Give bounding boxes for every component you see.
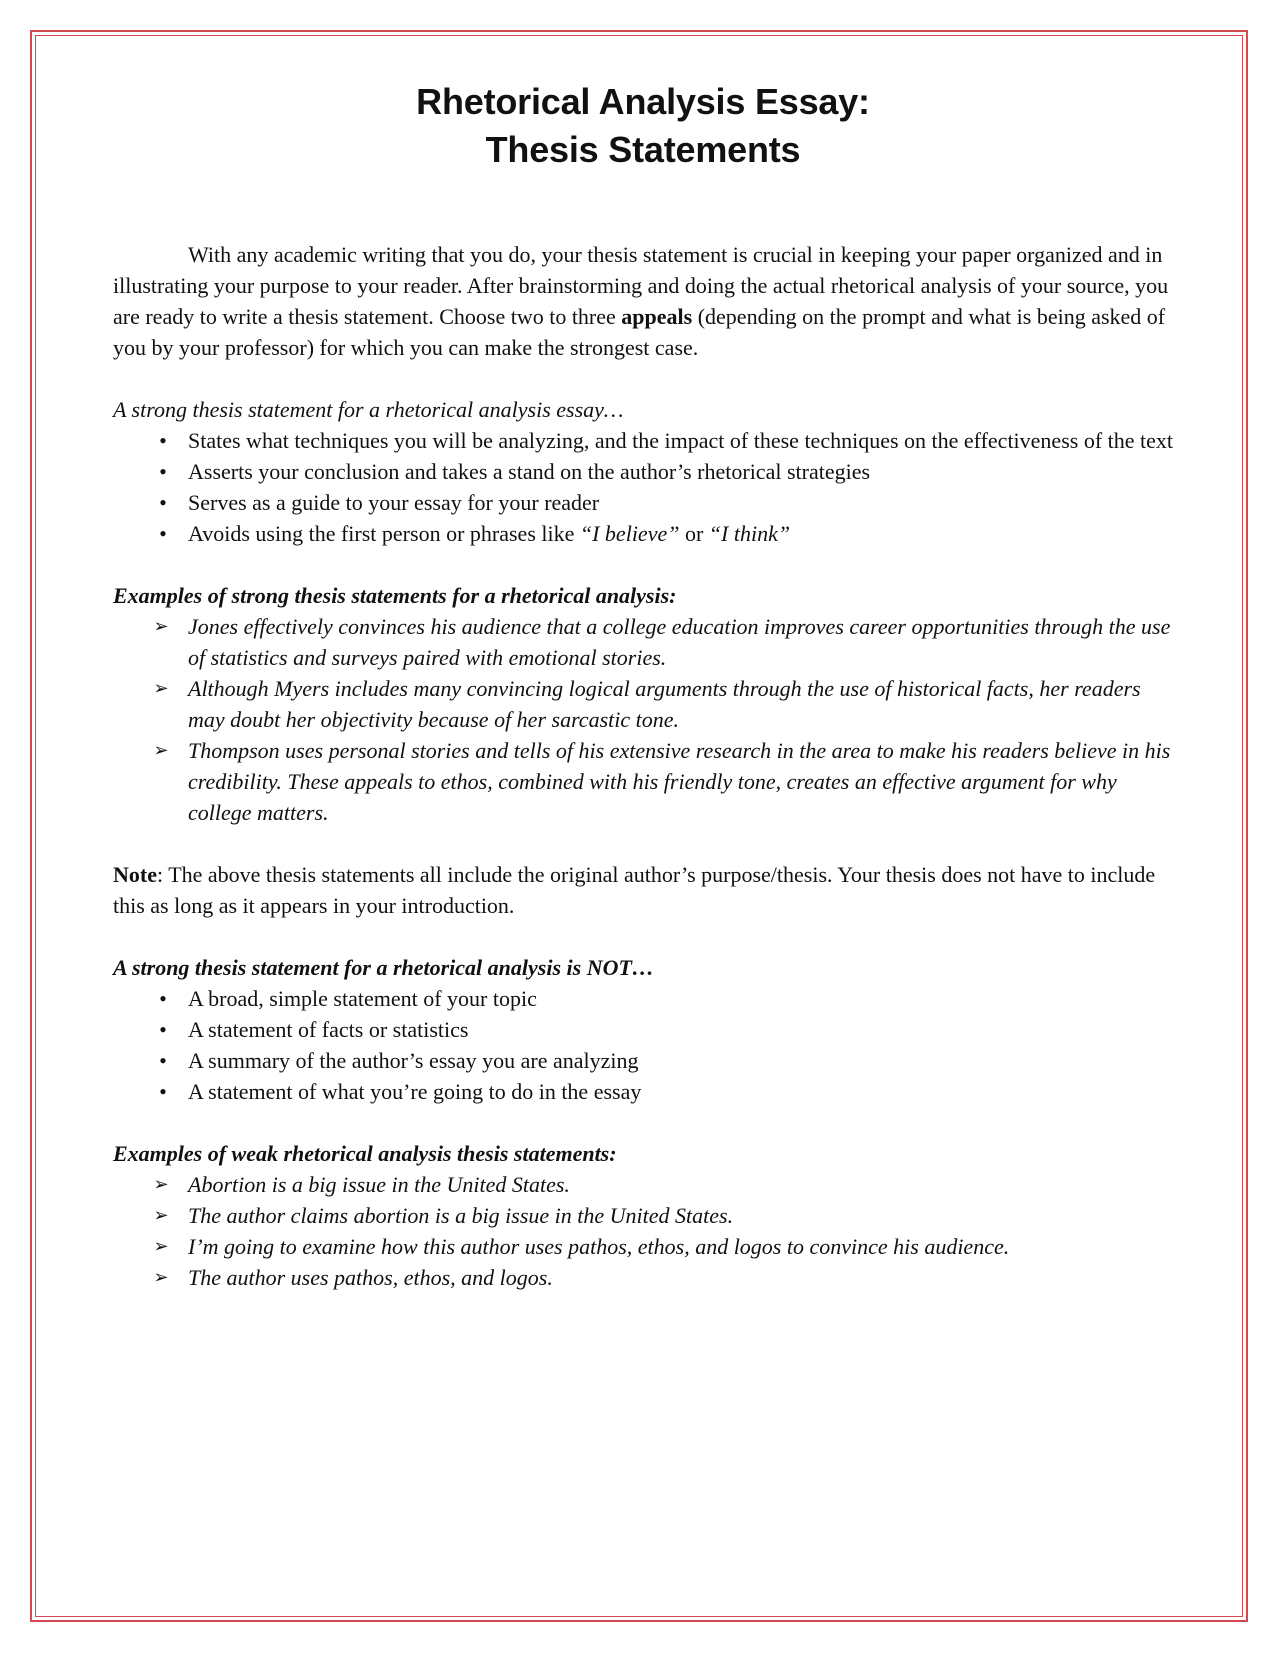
intro-bold-term: appeals — [621, 304, 693, 329]
not-strong-section — [113, 952, 1173, 1107]
list-item — [113, 1076, 1173, 1107]
page-title — [113, 78, 1173, 174]
list-item-text: Asserts your conclusion and takes a stand on the author’s rhetorical strategies — [188, 459, 871, 484]
list-item — [113, 1045, 1173, 1076]
intro-paragraph — [113, 239, 1173, 363]
note-paragraph — [113, 859, 1173, 921]
list-item-text: Thompson uses personal stories and tells of his extensive research in the area to make his readers believe in his credibility. These appeals to ethos, combined with his friendly tone, creates an effective argument for why college matters. — [188, 738, 1171, 825]
bullet-icon: • — [159, 1017, 167, 1042]
list-item — [113, 611, 1173, 673]
list-item — [113, 425, 1173, 456]
list-item-text: The author claims abortion is a big issue in the United States. — [188, 1203, 734, 1228]
list-item-text: A statement of what you’re going to do in the essay — [188, 1079, 642, 1104]
bullet-icon: • — [159, 521, 167, 546]
not-strong-list — [113, 983, 1173, 1107]
list-item-text: Abortion is a big issue in the United States. — [188, 1172, 570, 1197]
list-item-text: A broad, simple statement of your topic — [188, 986, 537, 1011]
bullet-icon: • — [159, 490, 167, 515]
weak-examples-section — [113, 1138, 1173, 1293]
strong-examples-list — [113, 611, 1173, 828]
arrow-bullet-icon: ➢ — [153, 1174, 169, 1194]
list-item-text: A statement of facts or statistics — [188, 1017, 469, 1042]
arrow-bullet-icon: ➢ — [153, 1236, 169, 1256]
arrow-bullet-icon: ➢ — [153, 678, 169, 698]
weak-examples-heading: Examples of weak rhetorical analysis thesis statements: — [113, 1141, 617, 1166]
list-item-text: Serves as a guide to your essay for your reader — [188, 490, 600, 515]
intro-text-before: With any academic writing that you do, your thesis statement is crucial in keeping your paper organized and in illustrating your purpose to your reader. After brainstorming and doing the actual rhetorical analysis of your source, you are ready to write a thesis statement. Choose two to three — [113, 242, 1169, 329]
strong-examples-section — [113, 580, 1173, 828]
strong-criteria-section — [113, 394, 1173, 549]
strong-criteria-list — [113, 425, 1173, 549]
list-item-connector: or — [679, 521, 709, 546]
list-item — [113, 1262, 1173, 1293]
strong-examples-heading: Examples of strong thesis statements for a rhetorical analysis: — [113, 583, 677, 608]
list-item — [113, 983, 1173, 1014]
title-line-2: Thesis Statements — [485, 129, 801, 170]
list-item — [113, 1014, 1173, 1045]
quoted-phrase-believe: “I believe” — [579, 521, 680, 546]
list-item — [113, 518, 1173, 549]
strong-criteria-heading: A strong thesis statement for a rhetorical analysis essay… — [113, 397, 624, 422]
arrow-bullet-icon: ➢ — [153, 616, 169, 636]
bullet-icon: • — [159, 986, 167, 1011]
bullet-icon: • — [159, 1048, 167, 1073]
not-strong-heading: A strong thesis statement for a rhetorical analysis is NOT… — [113, 955, 654, 980]
list-item-text: A summary of the author’s essay you are analyzing — [188, 1048, 639, 1073]
list-item-text: I’m going to examine how this author uses pathos, ethos, and logos to convince his audience. — [188, 1234, 1010, 1259]
list-item — [113, 1169, 1173, 1200]
arrow-bullet-icon: ➢ — [153, 1267, 169, 1287]
note-label: Note — [113, 862, 157, 887]
list-item-text: Although Myers includes many convincing logical arguments through the use of historical facts, her readers may doubt her objectivity because of her sarcastic tone. — [188, 676, 1141, 732]
list-item — [113, 673, 1173, 735]
note-text: : The above thesis statements all include the original author’s purpose/thesis. Your thesis does not have to include this as long as it appears in your introduction. — [113, 862, 1156, 918]
arrow-bullet-icon: ➢ — [153, 1205, 169, 1225]
bullet-icon: • — [159, 459, 167, 484]
list-item — [113, 1200, 1173, 1231]
list-item-text: The author uses pathos, ethos, and logos. — [188, 1265, 553, 1290]
list-item — [113, 456, 1173, 487]
list-item-text: Jones effectively convinces his audience that a college education improves career opportunities through the use of statistics and surveys paired with emotional stories. — [188, 614, 1171, 670]
list-item — [113, 487, 1173, 518]
weak-examples-list — [113, 1169, 1173, 1293]
list-item-text: Avoids using the first person or phrases like — [188, 521, 580, 546]
arrow-bullet-icon: ➢ — [153, 740, 169, 760]
bullet-icon: • — [159, 1079, 167, 1104]
intro-text-after: (depending on the prompt and what is being asked of you by your professor) for which you can make the strongest case. — [113, 304, 1166, 360]
title-line-1: Rhetorical Analysis Essay: — [416, 81, 870, 122]
quoted-phrase-think: “I think” — [708, 521, 791, 546]
document-page — [113, 78, 1173, 1293]
list-item — [113, 735, 1173, 828]
list-item — [113, 1231, 1173, 1262]
list-item-text: States what techniques you will be analyzing, and the impact of these techniques on the effectiveness of the text — [188, 428, 1174, 453]
bullet-icon: • — [159, 428, 167, 453]
